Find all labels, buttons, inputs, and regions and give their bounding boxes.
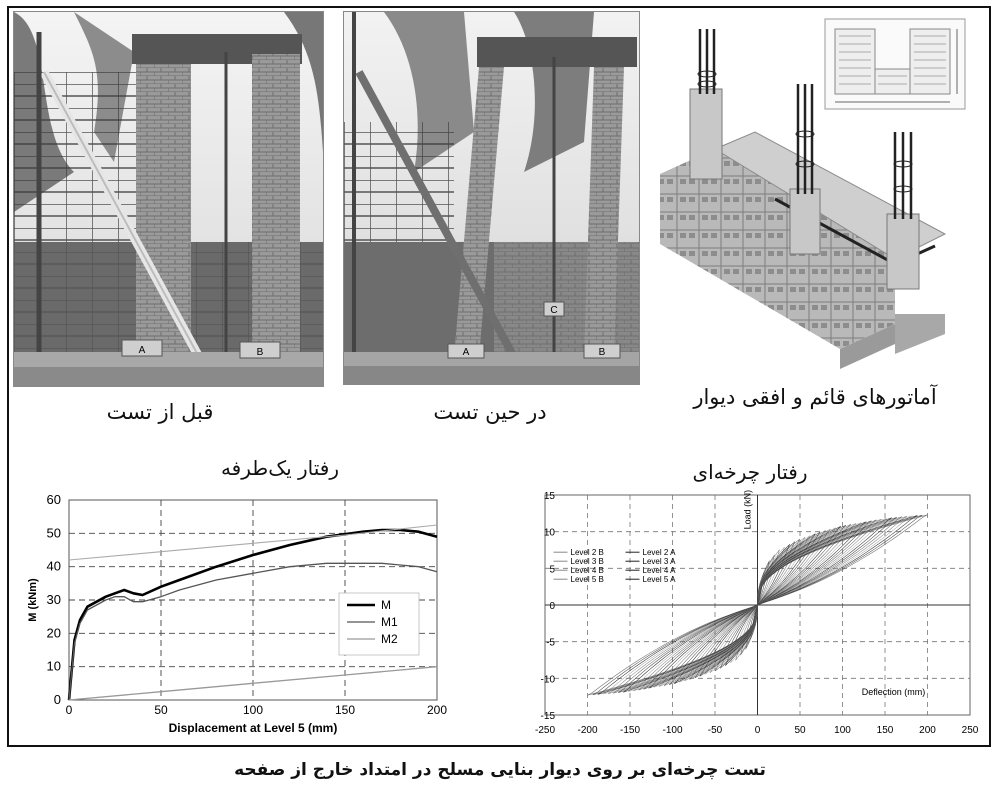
x-tick-label: -50 bbox=[707, 725, 723, 736]
y-tick-label: -5 bbox=[546, 637, 555, 649]
x-axis-label: Deflection (mm) bbox=[861, 687, 926, 698]
caption-before-test: قبل از تست bbox=[106, 400, 214, 424]
pier-mark-b: B bbox=[598, 347, 606, 358]
x-tick-label: -200 bbox=[577, 725, 598, 736]
y-tick-label: -10 bbox=[540, 674, 555, 686]
y-tick-label: 0 bbox=[549, 601, 555, 612]
cyclic-chart bbox=[515, 485, 985, 740]
monotonic-chart-title: رفتار یک‌طرفه bbox=[220, 456, 340, 480]
x-tick-label: 50 bbox=[154, 703, 168, 717]
x-tick-label: -150 bbox=[619, 725, 641, 736]
x-tick-label: -250 bbox=[534, 725, 556, 736]
x-axis-label: Displacement at Level 5 (mm) bbox=[168, 721, 338, 735]
pier-mark-a: A bbox=[138, 345, 146, 356]
y-tick-label: 10 bbox=[46, 658, 61, 674]
monotonic-chart bbox=[22, 485, 462, 740]
x-tick-label: 50 bbox=[794, 725, 806, 736]
y-tick-label: 0 bbox=[53, 692, 61, 707]
y-tick-label: 15 bbox=[543, 491, 555, 502]
y-tick-label: 50 bbox=[46, 525, 61, 541]
y-tick-label: 20 bbox=[46, 625, 61, 641]
y-axis-label: Load (kN) bbox=[742, 489, 753, 530]
legend-label: Level 2 A bbox=[642, 548, 676, 558]
legend-label: Level 4 B bbox=[570, 566, 604, 576]
pier-mark-b: B bbox=[256, 347, 264, 358]
legend-label: Level 5 A bbox=[642, 575, 676, 585]
photo-before-test bbox=[13, 11, 324, 387]
photo-during-test bbox=[343, 11, 640, 385]
y-tick-label: 10 bbox=[543, 527, 555, 539]
figure-caption: تست چرخه‌ای بر روی دیوار بنایی مسلح در امتداد خارج از صفحه bbox=[234, 760, 766, 780]
legend-label: M bbox=[381, 598, 391, 612]
x-tick-label: 250 bbox=[961, 725, 979, 736]
reinforcement-post-left bbox=[690, 29, 722, 179]
x-tick-label: 100 bbox=[834, 725, 851, 736]
legend-label: Level 3 A bbox=[642, 557, 676, 567]
y-tick-label: 30 bbox=[46, 592, 61, 607]
y-axis-label: M (kNm) bbox=[27, 578, 39, 622]
y-tick-label: 60 bbox=[46, 492, 61, 507]
legend-label: Level 5 B bbox=[570, 575, 604, 585]
legend-label: Level 2 B bbox=[570, 548, 604, 558]
pier-mark-a: A bbox=[462, 347, 470, 358]
x-tick-label: 150 bbox=[876, 725, 894, 736]
x-tick-label: 200 bbox=[919, 725, 936, 736]
pier-mark-c: C bbox=[550, 305, 558, 316]
x-tick-label: 200 bbox=[426, 703, 448, 717]
reinforcement-illustration bbox=[655, 14, 980, 374]
legend-label: M2 bbox=[381, 632, 398, 646]
cyclic-chart-title: رفتار چرخه‌ای bbox=[692, 460, 808, 484]
x-tick-label: -100 bbox=[662, 725, 683, 736]
legend-box bbox=[339, 593, 419, 655]
x-tick-label: 100 bbox=[242, 703, 264, 717]
plan-drawing bbox=[825, 19, 965, 109]
legend-label: Level 4 A bbox=[642, 566, 676, 576]
y-tick-label: 40 bbox=[46, 558, 61, 574]
legend-label: Level 3 B bbox=[570, 557, 604, 567]
caption-reinforcement: آماتورهای قائم و افقی دیوار bbox=[693, 385, 937, 409]
x-tick-label: 0 bbox=[754, 725, 761, 736]
y-tick-label: -15 bbox=[540, 711, 555, 722]
x-tick-label: 150 bbox=[334, 703, 356, 717]
caption-during-test: در حین تست bbox=[433, 400, 547, 424]
y-tick-label: 5 bbox=[549, 564, 555, 576]
legend-label: M1 bbox=[381, 615, 398, 629]
x-tick-label: 0 bbox=[65, 703, 73, 717]
